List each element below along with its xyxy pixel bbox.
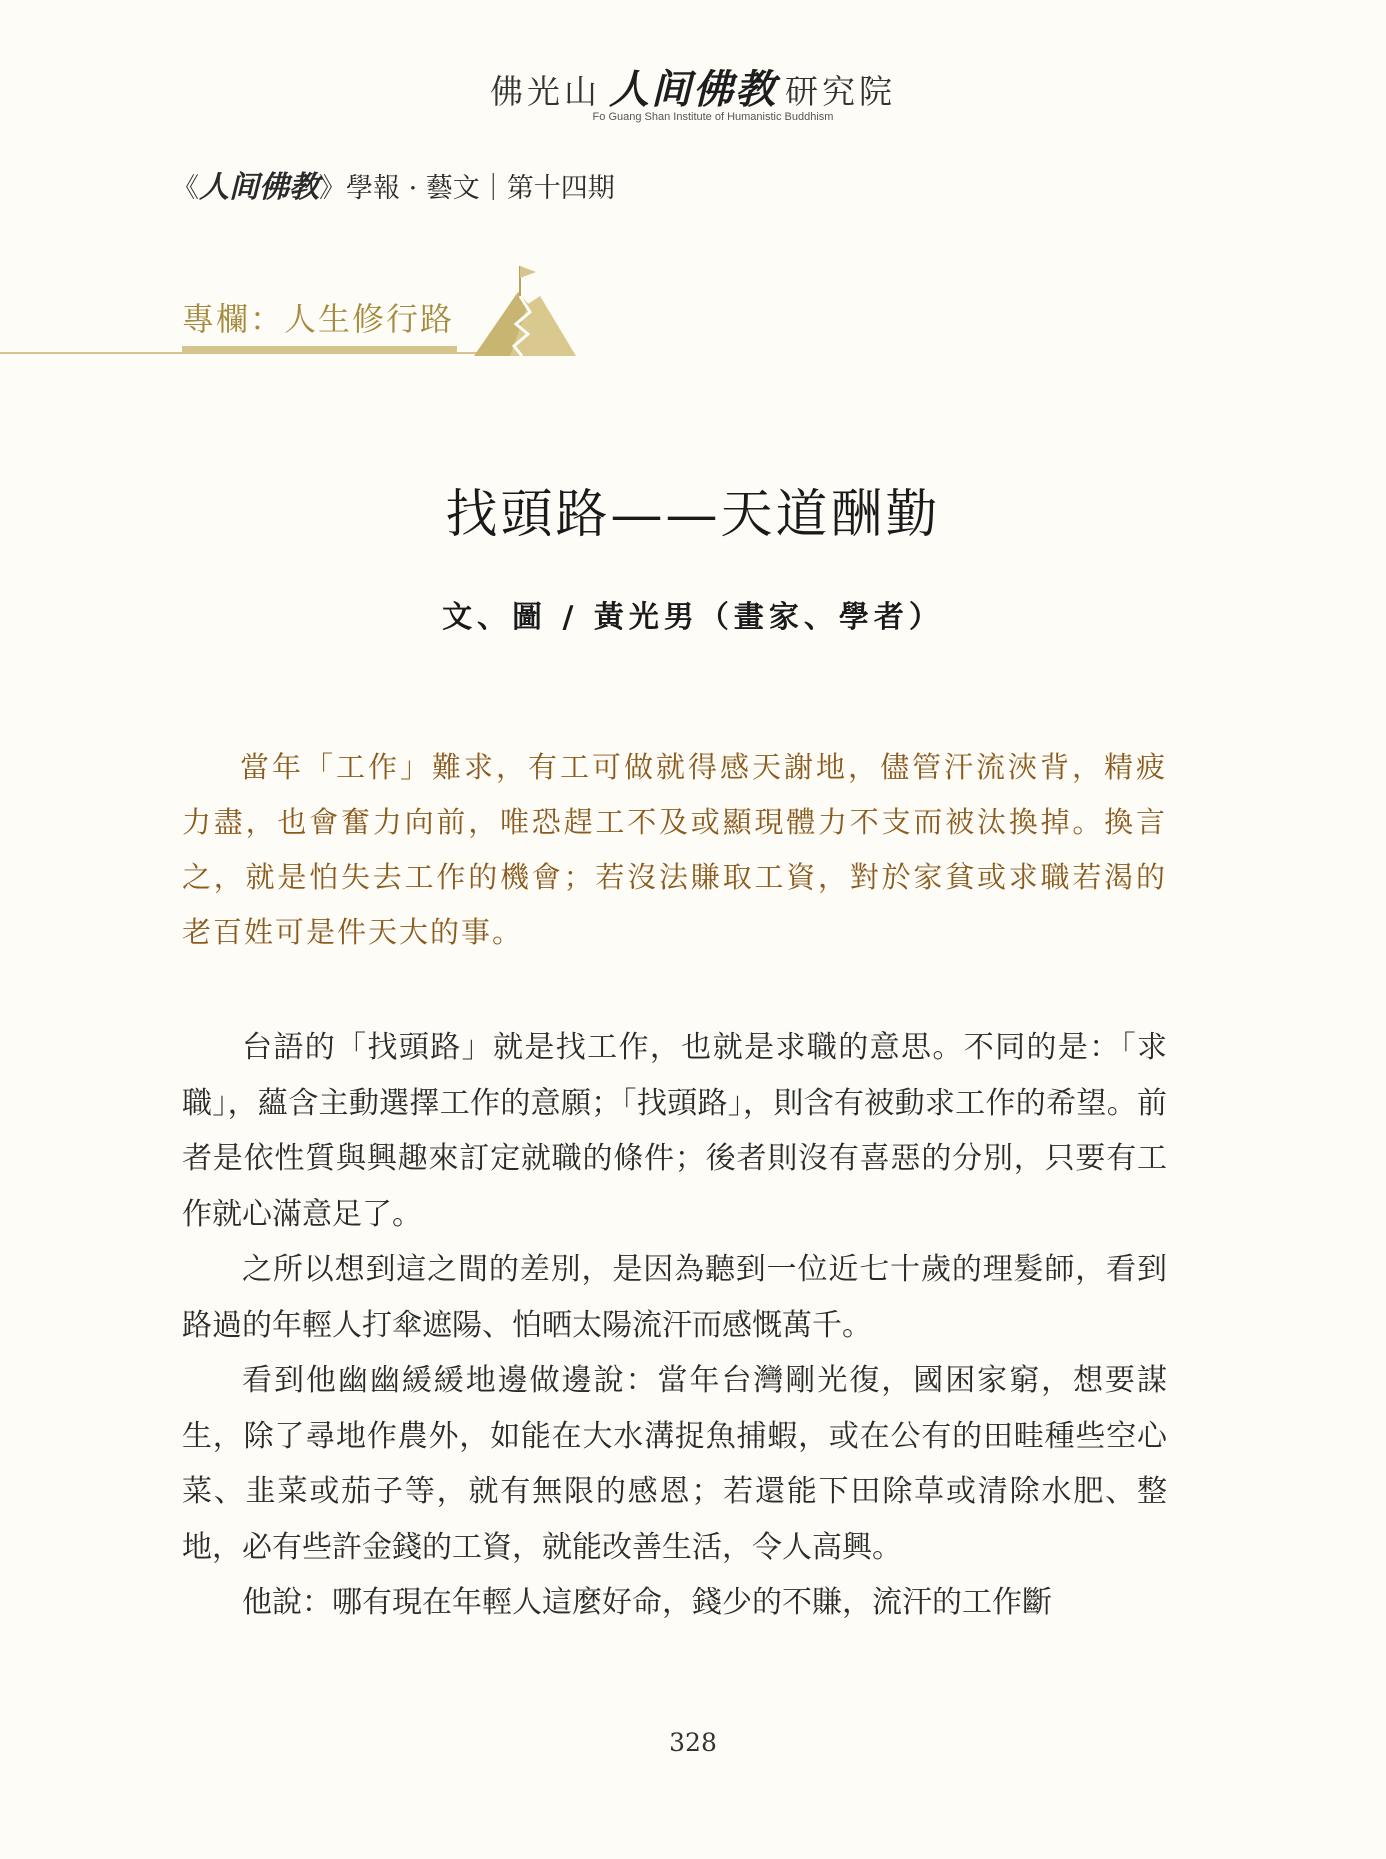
intro-paragraph: 當年「工作」難求，有工可做就得感天謝地，儘管汗流浹背，精疲力盡，也會奮力向前，唯恐趕工不及或顯現體力不支而被汰換掉。換言之，就是怕失去工作的機會；若沒法賺取工資，對於家貧或求職若渴的老百姓可是件天大的事。: [182, 750, 1167, 949]
journal-issue: 學報 · 藝文｜第十四期: [346, 173, 615, 204]
byline: 文、圖 / 黃光男（畫家、學者）: [442, 600, 944, 635]
column-title: 專欄：人生修行路: [182, 300, 455, 338]
institute-prefix: 佛光山: [490, 72, 601, 111]
institute-brand-logo: 人间佛教: [609, 66, 777, 113]
journal-close-bracket: 》: [319, 173, 346, 204]
institute-name: [0, 58, 1386, 115]
body-paragraph: 之所以想到這之間的差別，是因為聽到一位近七十歲的理髮師，看到路過的年輕人打傘遮陽、怕晒太陽流汗而感慨萬千。: [182, 1252, 1167, 1343]
mountain-flag-icon: [470, 262, 578, 358]
article-title: 找頭路——天道酬勤: [445, 485, 941, 545]
body-paragraph: 他說：哪有現在年輕人這麼好命，錢少的不賺，流汗的工作斷: [242, 1585, 1052, 1620]
journal-open-bracket: 《: [172, 173, 199, 204]
institute-english-name: Fo Guang Shan Institute of Humanistic Buddhism: [592, 111, 834, 123]
journal-brand-logo: 人间佛教: [199, 170, 319, 205]
page-number: 328: [669, 1728, 717, 1757]
body-paragraph: 台語的「找頭路」就是找工作，也就是求職的意思。不同的是：「求職」，蘊含主動選擇工作的意願；「找頭路」，則含有被動求工作的希望。前者是依性質與興趣來訂定就職的條件；後者則沒有喜惡的分別，只要有工作就心滿意足了。: [182, 1030, 1167, 1232]
institute-suffix: 研究院: [785, 72, 896, 111]
article-intro: [182, 740, 1167, 960]
journal-title: [172, 162, 615, 206]
article-body: [182, 1020, 1167, 1631]
body-paragraph: 看到他幽幽緩緩地邊做邊說：當年台灣剛光復，國困家窮，想要謀生，除了尋地作農外，如能在大水溝捉魚捕蝦，或在公有的田畦種些空心菜、韭菜或茄子等，就有無限的感恩；若還能下田除草或清除水肥、整地，必有些許金錢的工資，就能改善生活，令人高興。: [182, 1363, 1167, 1565]
column-underline: [182, 346, 457, 353]
